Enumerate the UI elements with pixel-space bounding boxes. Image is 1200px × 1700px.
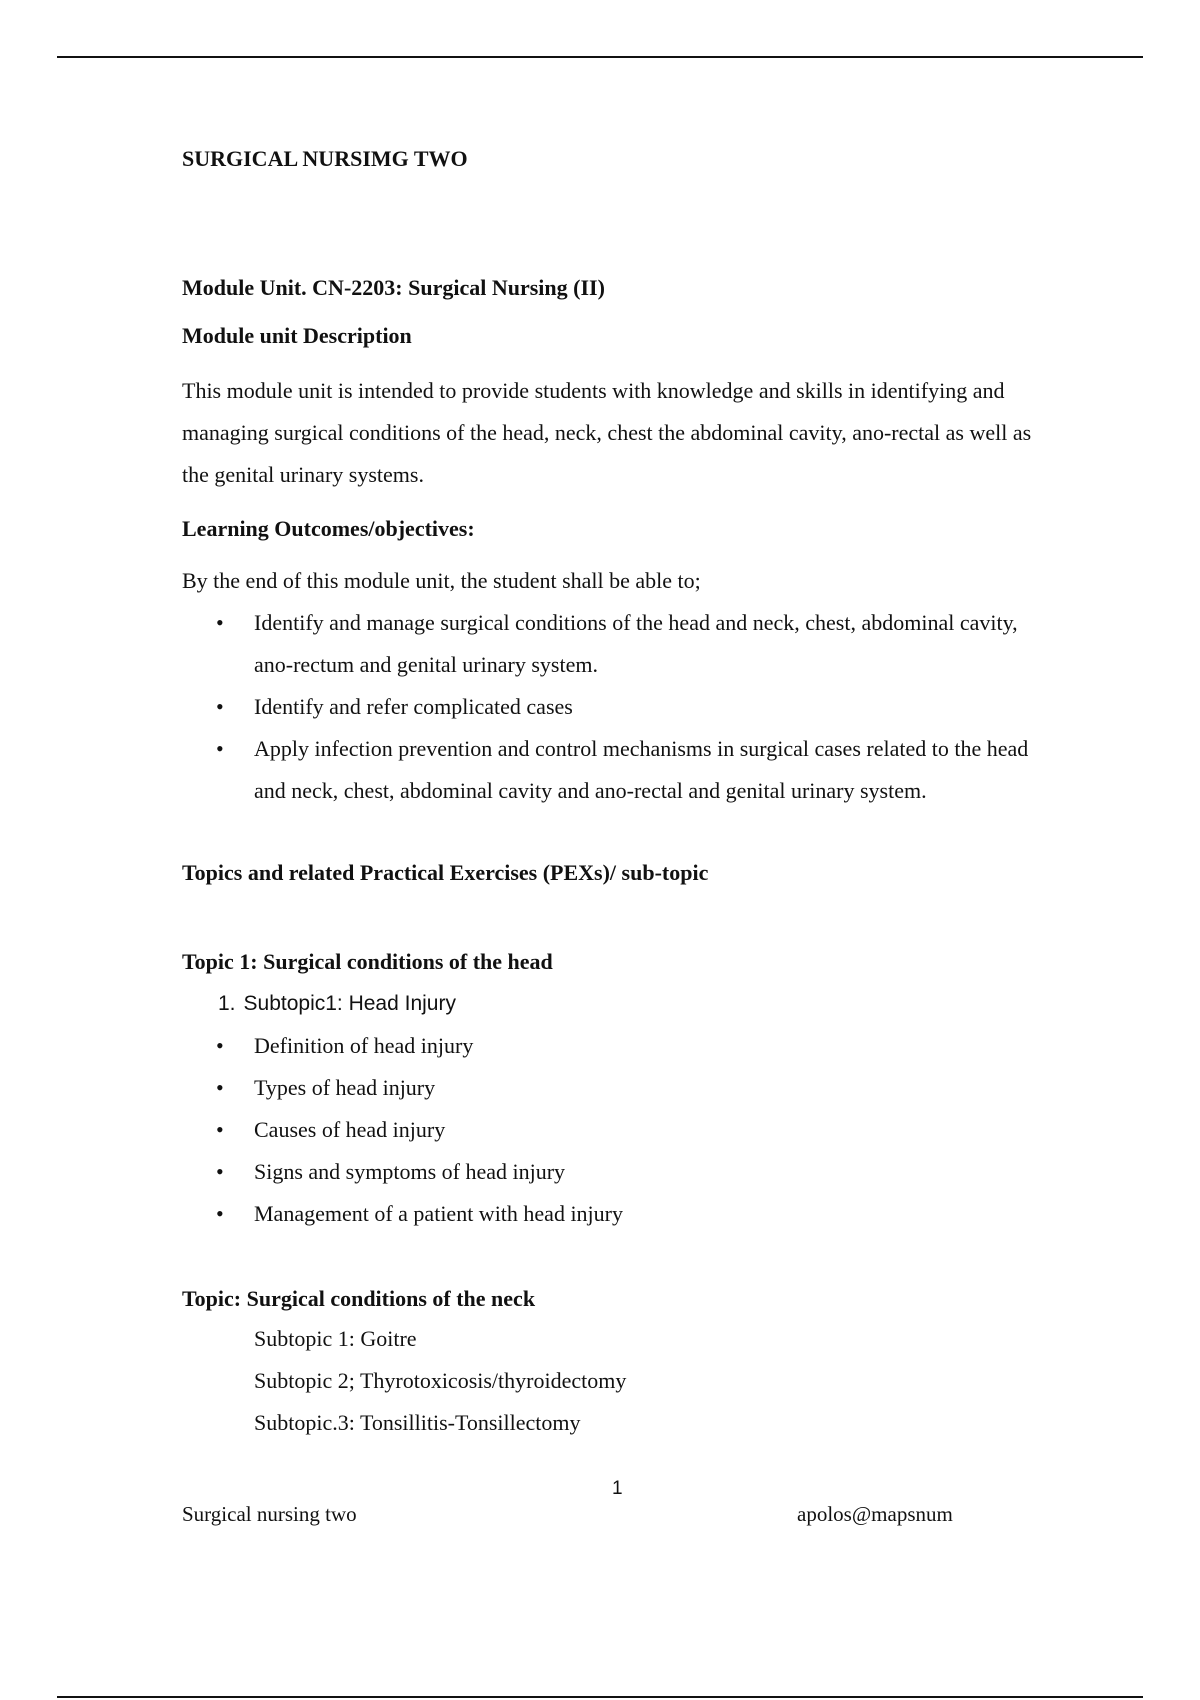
outcome-text: Identify and manage surgical conditions of the head and neck, chest, abdominal cavity, ano-rectum and genital urinary system. <box>254 610 1018 677</box>
page-number: 1 <box>612 1478 623 1499</box>
list-item <box>182 1151 1062 1193</box>
outcome-text: Identify and refer complicated cases <box>254 694 573 719</box>
topic1-item-text: Causes of head injury <box>254 1117 446 1142</box>
topic1-item-text: Signs and symptoms of head injury <box>254 1159 566 1184</box>
topic2-subtopic: Subtopic 2; Thyrotoxicosis/thyroidectomy <box>254 1368 627 1393</box>
bullet-icon: • <box>216 1159 224 1184</box>
bullet-icon: • <box>216 1033 224 1058</box>
bullet-icon: • <box>216 736 224 761</box>
list-item <box>182 1025 1062 1067</box>
footer-left-text: Surgical nursing two <box>182 1502 357 1526</box>
topic1-item-text: Definition of head injury <box>254 1033 474 1058</box>
bullet-icon: • <box>216 694 224 719</box>
topic1-item-text: Types of head injury <box>254 1075 436 1100</box>
topics-heading: Topics and related Practical Exercises (PEXs)/ sub-topic <box>182 860 709 885</box>
subtopic-number: 1. <box>218 992 236 1015</box>
outcome-text: Apply infection prevention and control mechanisms in surgical cases related to the head and neck, chest, abdominal cavity and ano-rectal and genital urinary system. <box>254 736 1029 803</box>
bullet-icon: • <box>216 1075 224 1100</box>
outcomes-heading: Learning Outcomes/objectives: <box>182 516 475 541</box>
topic2-subtopic: Subtopic.3: Tonsillitis-Tonsillectomy <box>254 1410 581 1435</box>
header-rule <box>57 56 1143 58</box>
topic1-item-text: Management of a patient with head injury <box>254 1201 623 1226</box>
list-item <box>182 1193 1062 1235</box>
topic1-subtopic <box>218 992 456 1016</box>
list-item <box>182 602 1062 686</box>
topic2-subtopic: Subtopic 1: Goitre <box>254 1326 417 1351</box>
footer-right-text: apolos@mapsnum <box>797 1502 953 1526</box>
bullet-icon: • <box>216 1117 224 1142</box>
outcomes-intro: By the end of this module unit, the student shall be able to; <box>182 568 701 593</box>
outcomes-list <box>182 602 1062 812</box>
list-item <box>182 1109 1062 1151</box>
list-item <box>182 1067 1062 1109</box>
document-title: SURGICAL NURSIMG TWO <box>182 146 468 171</box>
footer-rule <box>57 1696 1143 1698</box>
topic1-heading: Topic 1: Surgical conditions of the head <box>182 949 553 974</box>
topic2-heading: Topic: Surgical conditions of the neck <box>182 1286 536 1311</box>
list-item <box>182 686 1062 728</box>
bullet-icon: • <box>216 610 224 635</box>
module-heading: Module Unit. CN-2203: Surgical Nursing (II) <box>182 275 605 300</box>
subtopic-label: Subtopic1: Head Injury <box>243 992 456 1015</box>
topic1-items <box>182 1025 1062 1235</box>
bullet-icon: • <box>216 1201 224 1226</box>
description-text: This module unit is intended to provide students with knowledge and skills in identifying and managing surgical conditions of the head, neck, chest the abdominal cavity, ano-rectal as well as the genital urinary systems. <box>182 378 1032 487</box>
list-item <box>182 728 1062 812</box>
description-heading: Module unit Description <box>182 323 412 348</box>
